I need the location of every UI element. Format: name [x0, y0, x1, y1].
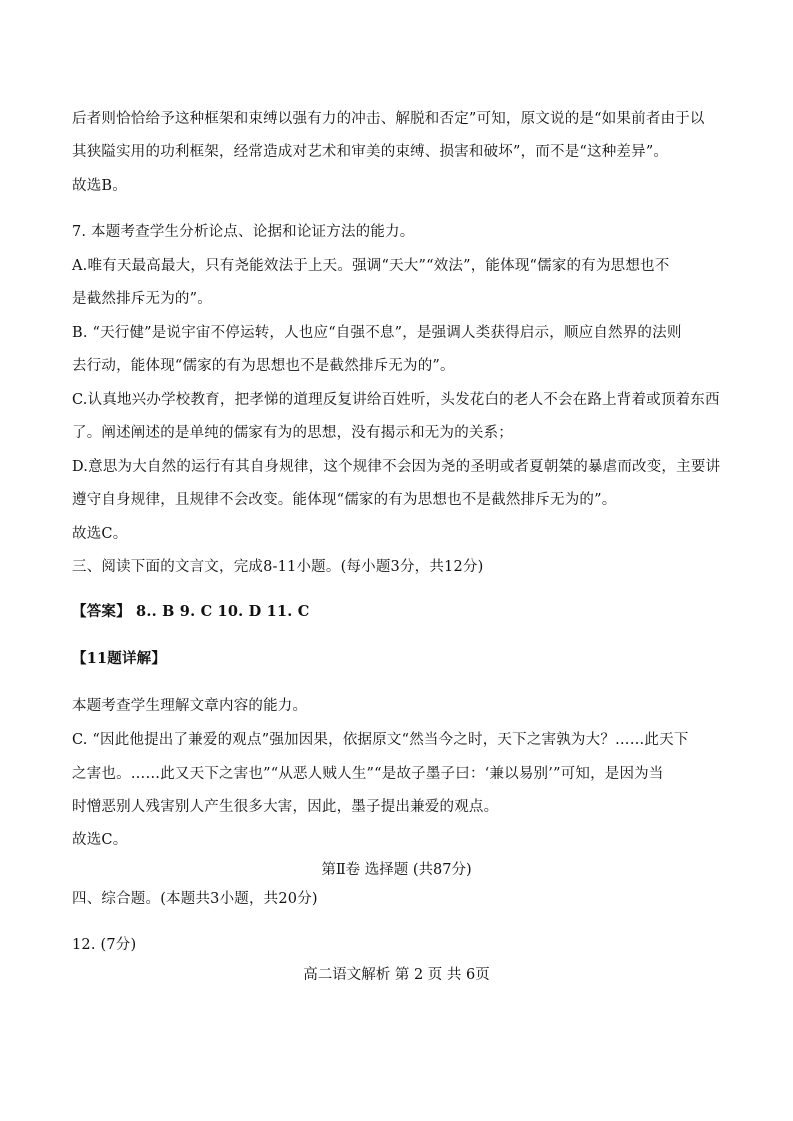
text-line: 是截然排斥无为的”。 — [72, 291, 212, 307]
section-heading: 三、阅读下面的文言文，完成8-11小题。(每小题3分，共12分) — [72, 559, 484, 575]
text-line: 其狭隘实用的功利框架，经常造成对艺术和审美的束缚、损害和破坏”，而不是“这种差异”。 — [72, 144, 669, 160]
answer-line: 【答案】 8.. B 9. C 10. D 11. C — [72, 603, 310, 620]
text-line: D.意思为大自然的运行有其自身规律，这个规律不会因为尧的圣明或者夏朝桀的暴虐而改变，主要讲 — [72, 459, 721, 475]
section-title: 第Ⅱ卷 选择题 (共87分) — [321, 862, 472, 878]
text-line: 故选C。 — [72, 832, 128, 848]
text-line: C.认真地兴办学校教育，把孝悌的道理反复讲给百姓听，头发花白的老人不会在路上背着或顶着东西 — [72, 392, 720, 408]
text-line: 之害也。……此又天下之害也”“从恶人贼人生”“是故子墨子曰：‘兼以易别’”可知，是因为当 — [72, 766, 664, 782]
text-line: 后者则恰恰给予这种框架和束缚以强有力的冲击、解脱和否定”可知，原文说的是“如果前者由于以 — [72, 111, 705, 127]
text-line: 故选B。 — [72, 178, 127, 194]
text-line: 时憎恶别人残害别人产生很多大害，因此，墨子提出兼爱的观点。 — [72, 799, 499, 815]
text-line: B. “天行健”是说宇宙不停运转，人也应“自强不息”，是强调人类获得启示，顺应自然界的法则 — [72, 325, 682, 341]
page-footer: 高二语文解析 第 2 页 共 6页 — [303, 967, 490, 983]
text-line: A.唯有天最高最大，只有尧能效法于上天。强调“天大”“效法”，能体现“儒家的有为思想也不 — [72, 258, 670, 274]
question-number: 12. (7分) — [72, 937, 137, 953]
text-line: 了。阐述阐述的是单纯的儒家有为的思想，没有揭示和无为的关系； — [72, 425, 513, 441]
text-line: 故选C。 — [72, 526, 128, 542]
text-line: 本题考查学生理解文章内容的能力。 — [72, 698, 308, 714]
text-line: 7. 本题考查学生分析论点、论据和论证方法的能力。 — [72, 224, 415, 240]
text-line: 遵守自身规律，且规律不会改变。能体现“儒家的有为思想也不是截然排斥无为的”。 — [72, 492, 617, 508]
section-heading: 四、综合题。(本题共3小题，共20分) — [72, 891, 318, 907]
text-line: C. “因此他提出了兼爱的观点”强加因果，依据原文“然当今之时，天下之害孰为大？……此天下 — [72, 732, 689, 748]
subheading: 【11题详解】 — [72, 650, 167, 667]
text-line: 去行动，能体现“儒家的有为思想也不是截然排斥无为的”。 — [72, 358, 455, 374]
